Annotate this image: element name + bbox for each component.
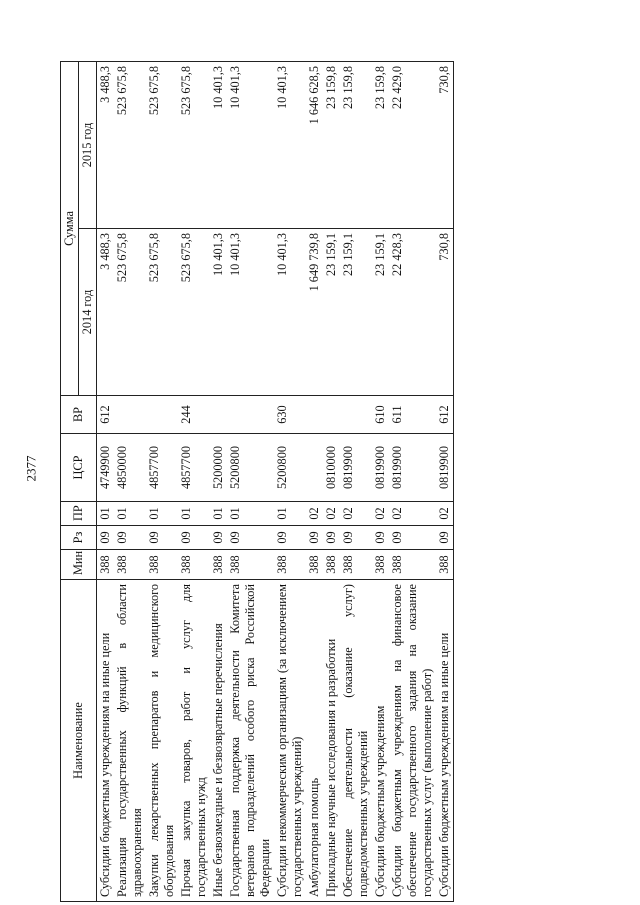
row-vr: 630 bbox=[274, 396, 306, 434]
row-2014: 523 675,8 bbox=[178, 229, 210, 396]
row-vr: 612 bbox=[436, 396, 454, 434]
row-pr: 01 bbox=[210, 502, 227, 526]
row-2014: 22 428,3 bbox=[389, 229, 436, 396]
row-rz: 09 bbox=[436, 526, 454, 550]
row-pr: 01 bbox=[114, 502, 146, 526]
row-min: 388 bbox=[178, 550, 210, 580]
row-csr: 4857700 bbox=[178, 434, 210, 502]
row-pr: 01 bbox=[178, 502, 210, 526]
row-csr: 0810000 bbox=[323, 434, 340, 502]
row-vr bbox=[210, 396, 227, 434]
col-header-pr: ПР bbox=[61, 502, 97, 526]
row-2015: 23 159,8 bbox=[372, 61, 389, 228]
row-rz: 09 bbox=[146, 526, 178, 550]
table-row bbox=[306, 61, 323, 901]
row-name: Прикладные научные исследования и разработки bbox=[323, 580, 340, 902]
rotated-table-sheet bbox=[60, 62, 580, 902]
col-header-min: Мин bbox=[61, 550, 97, 580]
header-row-1 bbox=[61, 61, 79, 901]
row-vr bbox=[227, 396, 274, 434]
row-min: 388 bbox=[306, 550, 323, 580]
row-name: Амбулаторная помощь bbox=[306, 580, 323, 902]
col-header-sum: Сумма bbox=[61, 61, 79, 395]
row-name: Субсидии некоммерческим организациям (за исключением государственных учреждений) bbox=[274, 580, 306, 902]
row-rz: 09 bbox=[178, 526, 210, 550]
row-min: 388 bbox=[323, 550, 340, 580]
row-csr: 0819900 bbox=[389, 434, 436, 502]
row-2015: 23 159,8 bbox=[323, 61, 340, 228]
row-2015: 1 646 628,5 bbox=[306, 61, 323, 228]
row-pr: 01 bbox=[97, 502, 115, 526]
row-name: Закупки лекарственных препаратов и медицинского оборудования bbox=[146, 580, 178, 902]
row-vr bbox=[323, 396, 340, 434]
row-2014: 10 401,3 bbox=[227, 229, 274, 396]
row-vr: 612 bbox=[97, 396, 115, 434]
row-2014: 23 159,1 bbox=[323, 229, 340, 396]
table-row bbox=[114, 61, 146, 901]
row-2014: 523 675,8 bbox=[114, 229, 146, 396]
row-csr: 5200000 bbox=[210, 434, 227, 502]
row-name: Обеспечение деятельности (оказание услуг) подведомственных учреждений bbox=[340, 580, 372, 902]
row-min: 388 bbox=[114, 550, 146, 580]
row-2014: 730,8 bbox=[436, 229, 454, 396]
row-csr: 0819900 bbox=[436, 434, 454, 502]
row-2014: 23 159,1 bbox=[340, 229, 372, 396]
row-2014: 3 488,3 bbox=[97, 229, 115, 396]
row-2014: 10 401,3 bbox=[274, 229, 306, 396]
row-name: Прочая закупка товаров, работ и услуг для государственных нужд bbox=[178, 580, 210, 902]
row-rz: 09 bbox=[323, 526, 340, 550]
col-header-rz: Рз bbox=[61, 526, 97, 550]
row-csr: 4850000 bbox=[114, 434, 146, 502]
row-2015: 3 488,3 bbox=[97, 61, 115, 228]
row-2014: 10 401,3 bbox=[210, 229, 227, 396]
budget-table bbox=[60, 61, 454, 902]
row-pr: 02 bbox=[340, 502, 372, 526]
row-min: 388 bbox=[146, 550, 178, 580]
row-pr: 02 bbox=[436, 502, 454, 526]
row-2015: 10 401,3 bbox=[274, 61, 306, 228]
row-min: 388 bbox=[227, 550, 274, 580]
row-2015: 23 159,8 bbox=[340, 61, 372, 228]
table-row bbox=[210, 61, 227, 901]
table-row bbox=[389, 61, 436, 901]
row-min: 388 bbox=[389, 550, 436, 580]
table-row bbox=[178, 61, 210, 901]
row-2015: 22 429,0 bbox=[389, 61, 436, 228]
row-2015: 10 401,3 bbox=[227, 61, 274, 228]
row-rz: 09 bbox=[114, 526, 146, 550]
row-rz: 09 bbox=[210, 526, 227, 550]
row-name: Иные безвозмездные и безвозвратные перечисления bbox=[210, 580, 227, 902]
table-row bbox=[372, 61, 389, 901]
row-rz: 09 bbox=[340, 526, 372, 550]
table-row bbox=[146, 61, 178, 901]
row-name: Государственная поддержка деятельности Комитета ветеранов подразделений особого риска Российской Федерации bbox=[227, 580, 274, 902]
row-rz: 09 bbox=[306, 526, 323, 550]
row-name: Субсидии бюджетным учреждениям на иные цели bbox=[97, 580, 115, 902]
row-name: Субсидии бюджетным учреждениям на иные цели bbox=[436, 580, 454, 902]
row-vr bbox=[340, 396, 372, 434]
row-rz: 09 bbox=[372, 526, 389, 550]
col-header-2015: 2015 год bbox=[79, 61, 97, 228]
col-header-vr: ВР bbox=[61, 396, 97, 434]
row-vr: 244 bbox=[178, 396, 210, 434]
row-name: Реализация государственных функций в области здравоохранения bbox=[114, 580, 146, 902]
page-number: 2377 bbox=[23, 455, 39, 482]
row-pr: 02 bbox=[389, 502, 436, 526]
row-rz: 09 bbox=[389, 526, 436, 550]
row-min: 388 bbox=[372, 550, 389, 580]
row-2015: 523 675,8 bbox=[146, 61, 178, 228]
row-min: 388 bbox=[436, 550, 454, 580]
row-pr: 01 bbox=[146, 502, 178, 526]
row-csr: 0819900 bbox=[340, 434, 372, 502]
row-2015: 10 401,3 bbox=[210, 61, 227, 228]
row-pr: 01 bbox=[274, 502, 306, 526]
row-rz: 09 bbox=[227, 526, 274, 550]
row-rz: 09 bbox=[97, 526, 115, 550]
col-header-csr: ЦСР bbox=[61, 434, 97, 502]
row-pr: 02 bbox=[323, 502, 340, 526]
row-name: Субсидии бюджетным учреждениям на финансовое обеспечение государственного задания на оказание государственных услуг (выполнение работ) bbox=[389, 580, 436, 902]
row-vr bbox=[146, 396, 178, 434]
table-row bbox=[323, 61, 340, 901]
row-2014: 523 675,8 bbox=[146, 229, 178, 396]
row-pr: 02 bbox=[372, 502, 389, 526]
row-2015: 730,8 bbox=[436, 61, 454, 228]
row-vr bbox=[114, 396, 146, 434]
row-csr: 4857700 bbox=[146, 434, 178, 502]
row-vr bbox=[306, 396, 323, 434]
row-min: 388 bbox=[274, 550, 306, 580]
row-rz: 09 bbox=[274, 526, 306, 550]
row-2015: 523 675,8 bbox=[178, 61, 210, 228]
col-header-name: Наименование bbox=[61, 580, 97, 902]
row-pr: 02 bbox=[306, 502, 323, 526]
row-2015: 523 675,8 bbox=[114, 61, 146, 228]
row-pr: 01 bbox=[227, 502, 274, 526]
row-min: 388 bbox=[97, 550, 115, 580]
row-vr: 611 bbox=[389, 396, 436, 434]
row-min: 388 bbox=[340, 550, 372, 580]
row-csr: 0819900 bbox=[372, 434, 389, 502]
table-row bbox=[274, 61, 306, 901]
table-row bbox=[340, 61, 372, 901]
table-row bbox=[97, 61, 115, 901]
row-name: Субсидии бюджетным учреждениям bbox=[372, 580, 389, 902]
row-csr: 4749900 bbox=[97, 434, 115, 502]
row-2014: 23 159,1 bbox=[372, 229, 389, 396]
table-row bbox=[227, 61, 274, 901]
row-vr: 610 bbox=[372, 396, 389, 434]
table-body bbox=[97, 61, 454, 901]
col-header-2014: 2014 год bbox=[79, 229, 97, 396]
table-row bbox=[436, 61, 454, 901]
row-csr: 5200800 bbox=[274, 434, 306, 502]
row-csr bbox=[306, 434, 323, 502]
row-min: 388 bbox=[210, 550, 227, 580]
row-csr: 5200800 bbox=[227, 434, 274, 502]
row-2014: 1 649 739,8 bbox=[306, 229, 323, 396]
